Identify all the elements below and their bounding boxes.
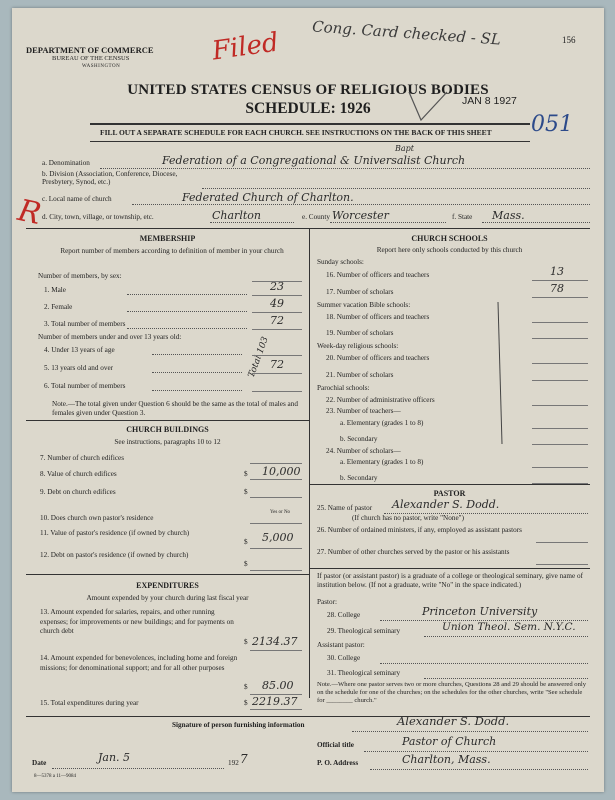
building-row-label: 8. Value of church edifices [40, 470, 117, 478]
check-mark-icon [407, 86, 487, 126]
membership-intro: Report number of members according to definition of member in your church [60, 247, 284, 255]
school-row-label: 22. Number of administrative officers [326, 396, 435, 404]
pastor-none-note: (If church has no pastor, write "None") [352, 514, 464, 522]
expenditure-14-value: 85.00 [262, 679, 294, 692]
division-label: b. Division (Association, Conference, Diocese, Presbytery, Synod, etc.) [42, 170, 178, 187]
membership-row-value: 23 [270, 280, 284, 293]
answer-line [532, 467, 588, 468]
year-digit: 7 [240, 752, 248, 766]
answer-line [252, 355, 302, 356]
leader-dots [152, 372, 242, 373]
school-row-label: 18. Number of officers and teachers [326, 313, 430, 321]
answer-line [532, 322, 588, 323]
answer-line [532, 338, 588, 339]
state-label: f. State [452, 213, 473, 221]
expenditures-intro: Amount expended by your church during last fiscal year [86, 594, 249, 602]
age-row-label: 6. Total number of members [44, 382, 126, 390]
signature-value: Alexander S. Dodd. [397, 714, 510, 728]
school-row-label: 23. Number of teachers— [326, 407, 401, 415]
schools-heading: CHURCH SCHOOLS [411, 234, 488, 243]
school-row-label: 19. Number of scholars [326, 329, 394, 337]
buildings-heading: CHURCH BUILDINGS [126, 425, 209, 434]
building-row-label: 9. Debt on church edifices [40, 488, 116, 496]
pastor-college-value: Princeton University [422, 605, 538, 618]
membership-note: Note.—The total given under Question 6 should be the same as the total of males and females given under Question 3. [52, 400, 298, 417]
answer-line [252, 295, 302, 296]
pastor-education-label: Pastor: [317, 598, 337, 606]
expenditure-13-label: 13. Amount expended for salaries, repairs, and other running expenses; for improvements or new buildings; and for payments on church debt [40, 608, 234, 636]
yes-no-note: Yes or No [270, 510, 291, 515]
state-value: Mass. [492, 209, 525, 222]
membership-row-value: 49 [270, 297, 284, 310]
dollar-sign-15: $ [244, 699, 248, 707]
answer-line [250, 463, 302, 464]
corner-number: 156 [562, 35, 576, 45]
address-label: P. O. Address [317, 759, 359, 767]
answer-line [252, 312, 302, 313]
school-row-label: b. Secondary [340, 435, 378, 443]
pastor-note: Note.—Where one pastor serves two or more churches, Questions 28 and 29 should be answered only on the schedule for one of the churches; on the schedules for the other churches, write "See schedule for ________ church." [317, 681, 586, 704]
school-row-value: 13 [550, 265, 564, 278]
school-row-label: Parochial schools: [317, 384, 370, 392]
schedule-title: SCHEDULE: 1926 [245, 100, 371, 117]
membership-row-label: 2. Female [44, 303, 73, 311]
denomination-label: a. Denomination [42, 159, 90, 167]
age-row-label: 5. 13 years old and over [44, 364, 114, 372]
local-name-label: c. Local name of church [42, 195, 112, 203]
school-row-label: 20. Number of officers and teachers [326, 354, 430, 362]
assistant-seminary-label: 31. Theological seminary [327, 669, 401, 677]
city-label: d. City, town, village, or township, etc. [42, 213, 154, 221]
school-row-label: Summer vacation Bible schools: [317, 301, 411, 309]
dollar-sign: $ [244, 488, 248, 496]
answer-line [252, 391, 302, 392]
answer-line [532, 380, 588, 381]
answer-line [250, 479, 302, 480]
denomination-insert: Bapt [395, 144, 414, 153]
school-row-label: Sunday schools: [317, 258, 364, 266]
leader-dots [127, 311, 247, 312]
school-row-label: b. Secondary [340, 474, 378, 482]
expenditure-13-value: 2134.37 [252, 635, 298, 648]
building-row-label: 10. Does church own pastor's residence [40, 514, 154, 522]
pastor-name-label: 25. Name of pastor [317, 504, 373, 512]
answer-line [252, 329, 302, 330]
membership-row-value: 72 [270, 314, 284, 327]
county-label: e. County [302, 213, 330, 221]
instruction-banner: FILL OUT A SEPARATE SCHEDULE FOR EACH CHURCH. SEE INSTRUCTIONS ON THE BACK OF THIS SHEET [100, 128, 492, 137]
school-row-label: a. Elementary (grades 1 to 8) [340, 419, 424, 427]
answer-line [250, 497, 302, 498]
members-by-sex-label: Number of members, by sex: [38, 272, 122, 280]
answer-line [250, 570, 302, 571]
official-title-label: Official title [317, 741, 354, 749]
answer-line [532, 444, 588, 445]
building-row-value: 10,000 [262, 465, 301, 478]
graduate-note: If pastor (or assistant pastor) is a graduate of a college or theological seminary, give name of institution below. (If not a graduate, write "No" in the space indicated.) [317, 572, 583, 589]
expenditure-14-label: 14. Amount expended for benevolences, including home and foreign missions; for denominational support; and for all other purposes [40, 654, 238, 672]
building-row-label: 12. Debt on pastor's residence (if owned by church) [40, 551, 189, 559]
department-label: DEPARTMENT OF COMMERCE [26, 45, 154, 55]
membership-row-label: 1. Male [44, 286, 66, 294]
answer-line [532, 483, 588, 484]
form-title: UNITED STATES CENSUS OF RELIGIOUS BODIES [127, 82, 489, 98]
pastor-heading: PASTOR [433, 489, 466, 498]
card-checked-annotation: Cong. Card checked - SL [311, 17, 502, 49]
school-row-label: 24. Number of scholars— [326, 447, 401, 455]
answer-line [252, 373, 302, 374]
schools-intro: Report here only schools conducted by this church [376, 246, 523, 254]
school-row-label: a. Elementary (grades 1 to 8) [340, 458, 424, 466]
assistant-college-label: 30. College [327, 654, 361, 662]
school-row-label: Week-day religious schools: [317, 342, 399, 350]
answer-line [250, 523, 302, 524]
assistant-education-label: Assistant pastor: [317, 641, 365, 649]
buildings-intro: See instructions, paragraphs 10 to 12 [114, 438, 221, 446]
building-row-label: 7. Number of church edifices [40, 454, 125, 462]
pastor-name-value: Alexander S. Dodd. [392, 498, 500, 511]
county-value: Worcester [332, 209, 389, 222]
school-row-label: 16. Number of officers and teachers [326, 271, 430, 279]
answer-line [532, 428, 588, 429]
bracket-mark-icon [492, 298, 522, 448]
received-date-stamp: JAN 8 1927 [462, 95, 517, 107]
dollar-sign: $ [244, 560, 248, 568]
pastor-college-label: 28. College [327, 611, 361, 619]
membership-heading: MEMBERSHIP [139, 234, 196, 243]
pastor-seminary-value: Union Theol. Sem. N.Y.C. [442, 621, 576, 633]
building-row-value: 5,000 [262, 531, 294, 544]
dollar-sign-14: $ [244, 683, 248, 691]
dollar-sign: $ [244, 538, 248, 546]
year-prefix: 192 [228, 759, 239, 767]
washington-label: WASHINGTON [82, 64, 121, 69]
dollar-sign: $ [244, 470, 248, 478]
bureau-label: BUREAU OF THE CENSUS [52, 55, 130, 62]
expenditure-15-label: 15. Total expenditures during year [40, 699, 139, 707]
answer-line [532, 405, 588, 406]
date-label: Date [32, 759, 47, 767]
other-churches-label: 27. Number of other churches served by the pastor or his assistants [317, 548, 510, 556]
answer-line [532, 297, 588, 298]
city-value: Charlton [212, 209, 261, 222]
answer-line [532, 280, 588, 281]
membership-row-label: 3. Total number of members [44, 320, 126, 328]
age-row-label: 4. Under 13 years of age [44, 346, 115, 354]
school-row-label: 17. Number of scholars [326, 288, 394, 296]
date-value: Jan. 5 [98, 751, 131, 764]
leader-dots [152, 354, 242, 355]
total-note: Total 103 [246, 335, 271, 380]
form-code: 8—5378 a 11—9084 [34, 774, 77, 779]
dollar-sign-13: $ [244, 638, 248, 646]
school-row-value: 78 [550, 282, 564, 295]
schedule-number: 051 [531, 112, 573, 137]
building-row-label: 11. Value of pastor's residence (if owned by church) [40, 529, 190, 537]
leader-dots [127, 294, 247, 295]
leader-dots [152, 390, 242, 391]
school-row-label: 21. Number of scholars [326, 371, 394, 379]
local-name-value: Federated Church of Charlton. [182, 191, 354, 204]
answer-line [250, 548, 302, 549]
answer-line [532, 363, 588, 364]
pastor-seminary-label: 29. Theological seminary [327, 627, 401, 635]
address-value: Charlton, Mass. [402, 753, 491, 766]
expenditures-heading: EXPENDITURES [136, 581, 199, 590]
margin-mark: R [14, 193, 45, 232]
denomination-value: Federation of a Congregational & Universalist Church [162, 154, 466, 167]
leader-dots [127, 328, 247, 329]
members-by-age-label: Number of members under and over 13 years old: [38, 333, 182, 341]
filed-annotation: Filed [210, 27, 281, 67]
official-title-value: Pastor of Church [402, 735, 497, 748]
assistant-ministers-label: 26. Number of ordained ministers, if any, employed as assistant pastors [317, 526, 522, 534]
census-schedule-page [12, 8, 604, 792]
expenditure-15-value: 2219.37 [252, 695, 298, 708]
age-row-value: 72 [270, 358, 284, 371]
signature-label: Signature of person furnishing information [172, 721, 305, 729]
